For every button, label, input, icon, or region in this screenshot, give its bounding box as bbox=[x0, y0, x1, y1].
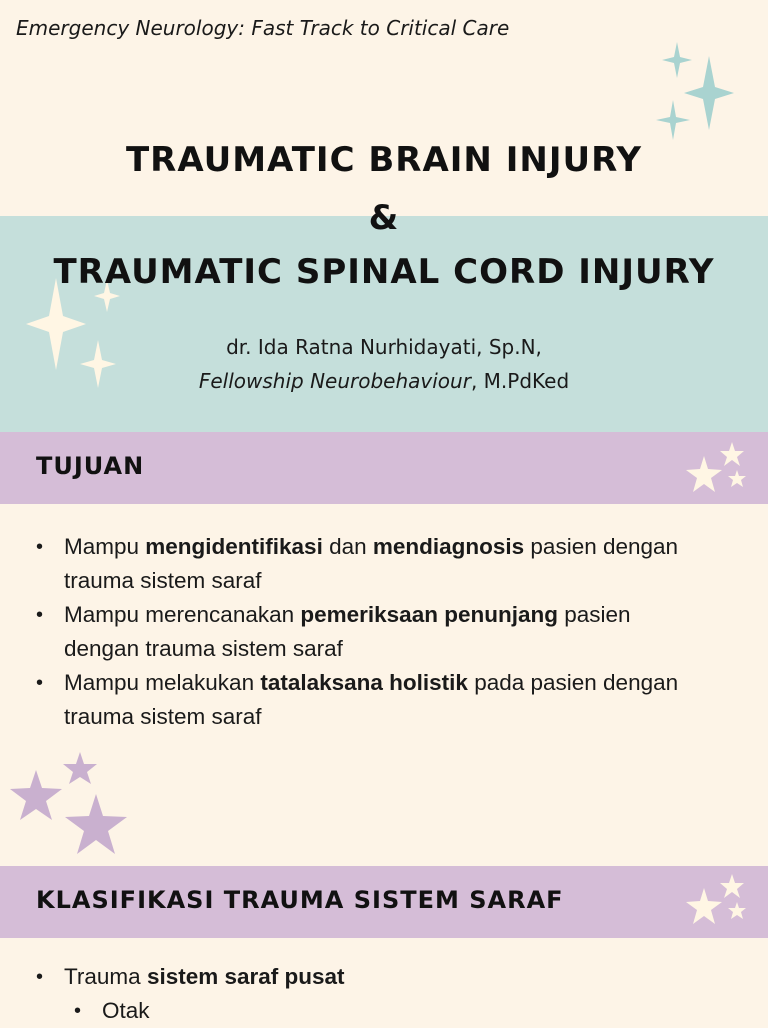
item-text: pasien dengan trauma sistem saraf bbox=[64, 602, 631, 661]
bullet-marker: • bbox=[36, 536, 44, 558]
author-credentials bbox=[0, 369, 768, 393]
item-text: Mampu melakukan bbox=[64, 670, 261, 695]
sparkle-icon bbox=[662, 42, 692, 78]
section-bar-tujuan bbox=[0, 432, 768, 504]
list-item bbox=[30, 598, 710, 666]
title-line-2: TRAUMATIC SPINAL CORD INJURY bbox=[53, 252, 715, 292]
list-item bbox=[30, 994, 710, 1028]
section-heading: KLASIFIKASI TRAUMA SISTEM SARAF bbox=[36, 886, 564, 914]
item-text: dan bbox=[322, 534, 373, 559]
bullet-marker: • bbox=[74, 1000, 82, 1022]
series-title: Emergency Neurology: Fast Track to Critical Care bbox=[16, 16, 510, 40]
title-ampersand: & bbox=[368, 198, 400, 238]
bullet-marker: • bbox=[36, 672, 44, 694]
objectives-list bbox=[30, 530, 710, 734]
star-icon bbox=[6, 752, 130, 864]
bullet-marker: • bbox=[36, 966, 44, 988]
star-icon bbox=[682, 442, 752, 498]
title-band bbox=[0, 216, 768, 432]
list-item bbox=[30, 530, 710, 598]
classification-list bbox=[30, 960, 710, 1028]
item-text: pasien dengan trauma sistem saraf bbox=[64, 534, 679, 593]
title-line-1: TRAUMATIC BRAIN INJURY bbox=[125, 140, 643, 180]
item-bold: mendiagnosis bbox=[372, 534, 525, 559]
bullet-marker: • bbox=[36, 604, 44, 626]
list-item bbox=[30, 666, 710, 734]
item-text: pada pasien dengan trauma sistem saraf bbox=[64, 670, 679, 729]
list-item bbox=[30, 960, 710, 994]
section-heading: TUJUAN bbox=[36, 452, 145, 480]
section-bar-klasifikasi bbox=[0, 866, 768, 938]
credential-italic: Fellowship Neurobehaviour bbox=[198, 369, 471, 393]
credential-rest: , M.PdKed bbox=[470, 369, 570, 393]
item-text: Mampu bbox=[64, 534, 146, 559]
item-text: Otak bbox=[102, 998, 150, 1023]
item-bold: mengidentifikasi bbox=[145, 534, 323, 559]
author-name: dr. Ida Ratna Nurhidayati, Sp.N, bbox=[226, 335, 542, 359]
sparkle-icon bbox=[656, 100, 690, 140]
item-bold: sistem saraf pusat bbox=[146, 964, 345, 989]
item-text: Mampu merencanakan bbox=[64, 602, 301, 627]
item-bold: pemeriksaan penunjang bbox=[300, 602, 558, 627]
star-icon bbox=[682, 874, 752, 930]
item-bold: tatalaksana holistik bbox=[260, 670, 468, 695]
item-text: Trauma bbox=[64, 964, 147, 989]
